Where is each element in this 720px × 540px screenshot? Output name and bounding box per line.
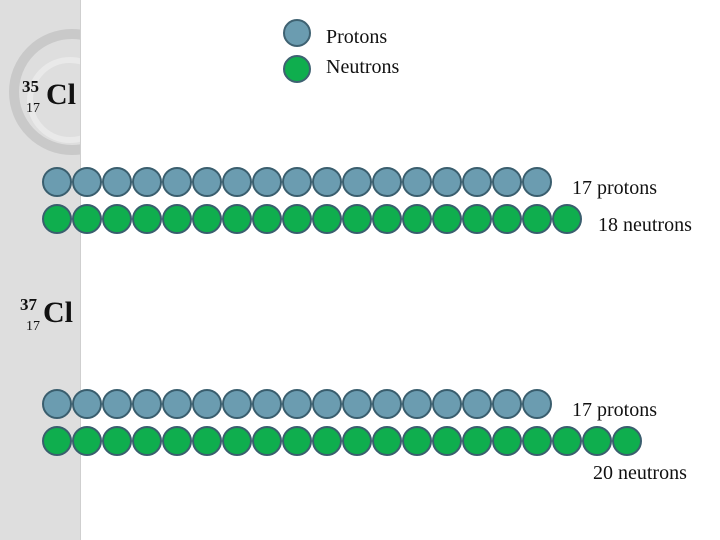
neutron-ball xyxy=(252,204,282,234)
proton-ball xyxy=(312,167,342,197)
proton-ball xyxy=(492,389,522,419)
proton-ball xyxy=(402,167,432,197)
proton-ball xyxy=(72,389,102,419)
neutron-ball xyxy=(102,426,132,456)
neutron-ball xyxy=(72,426,102,456)
proton-ball xyxy=(402,389,432,419)
proton-ball xyxy=(522,389,552,419)
neutron-ball xyxy=(492,204,522,234)
mass-number: 35 xyxy=(22,77,39,96)
neutron-ball xyxy=(462,204,492,234)
neutron-ball xyxy=(432,426,462,456)
proton-ball xyxy=(222,167,252,197)
cl35-neutrons-count: 18 neutrons xyxy=(598,214,692,236)
element-symbol: Cl xyxy=(46,78,76,111)
proton-ball xyxy=(492,167,522,197)
neutron-ball xyxy=(342,204,372,234)
neutron-ball xyxy=(462,426,492,456)
proton-ball xyxy=(102,389,132,419)
proton-ball xyxy=(72,167,102,197)
proton-ball xyxy=(162,167,192,197)
legend-neutrons-label: Neutrons xyxy=(326,56,400,78)
neutron-ball xyxy=(402,426,432,456)
cl35-protons-count: 17 protons xyxy=(572,177,657,199)
proton-legend-icon xyxy=(283,19,311,47)
neutron-ball xyxy=(372,204,402,234)
proton-ball xyxy=(462,167,492,197)
cl37-protons-count: 17 protons xyxy=(572,399,657,421)
cl37-neutrons-count: 20 neutrons xyxy=(593,462,687,484)
mass-number: 37 xyxy=(20,295,37,314)
neutron-ball xyxy=(162,204,192,234)
neutron-ball xyxy=(192,204,222,234)
legend-protons-label: Protons xyxy=(326,26,388,48)
neutron-ball xyxy=(402,204,432,234)
neutron-ball xyxy=(132,204,162,234)
atomic-number: 17 xyxy=(26,319,40,334)
element-symbol: Cl xyxy=(43,296,73,329)
atomic-number: 17 xyxy=(26,101,40,116)
proton-ball xyxy=(132,389,162,419)
neutron-ball xyxy=(522,204,552,234)
neutron-ball xyxy=(312,204,342,234)
proton-ball xyxy=(42,167,72,197)
neutron-ball xyxy=(72,204,102,234)
neutron-ball xyxy=(372,426,402,456)
proton-ball xyxy=(372,389,402,419)
proton-ball xyxy=(282,167,312,197)
neutron-ball xyxy=(612,426,642,456)
proton-ball xyxy=(132,167,162,197)
neutron-ball xyxy=(222,426,252,456)
neutron-ball xyxy=(252,426,282,456)
neutron-ball xyxy=(342,426,372,456)
neutron-ball xyxy=(132,426,162,456)
neutron-ball xyxy=(432,204,462,234)
neutron-ball xyxy=(162,426,192,456)
proton-ball xyxy=(372,167,402,197)
proton-ball xyxy=(522,167,552,197)
proton-ball xyxy=(342,167,372,197)
neutron-ball xyxy=(192,426,222,456)
neutron-ball xyxy=(42,426,72,456)
proton-ball xyxy=(222,389,252,419)
neutron-ball xyxy=(312,426,342,456)
neutron-ball xyxy=(552,426,582,456)
neutron-ball xyxy=(222,204,252,234)
proton-ball xyxy=(42,389,72,419)
proton-ball xyxy=(192,389,222,419)
neutron-ball xyxy=(282,426,312,456)
proton-ball xyxy=(192,167,222,197)
proton-ball xyxy=(432,167,462,197)
proton-ball xyxy=(102,167,132,197)
neutron-ball xyxy=(492,426,522,456)
neutron-ball xyxy=(102,204,132,234)
neutron-ball xyxy=(282,204,312,234)
proton-ball xyxy=(462,389,492,419)
proton-ball xyxy=(342,389,372,419)
neutron-ball xyxy=(522,426,552,456)
proton-ball xyxy=(162,389,192,419)
neutron-ball xyxy=(582,426,612,456)
neutron-legend-icon xyxy=(283,55,311,83)
proton-ball xyxy=(252,167,282,197)
neutron-ball xyxy=(42,204,72,234)
proton-ball xyxy=(252,389,282,419)
proton-ball xyxy=(432,389,462,419)
proton-ball xyxy=(312,389,342,419)
proton-ball xyxy=(282,389,312,419)
neutron-ball xyxy=(552,204,582,234)
